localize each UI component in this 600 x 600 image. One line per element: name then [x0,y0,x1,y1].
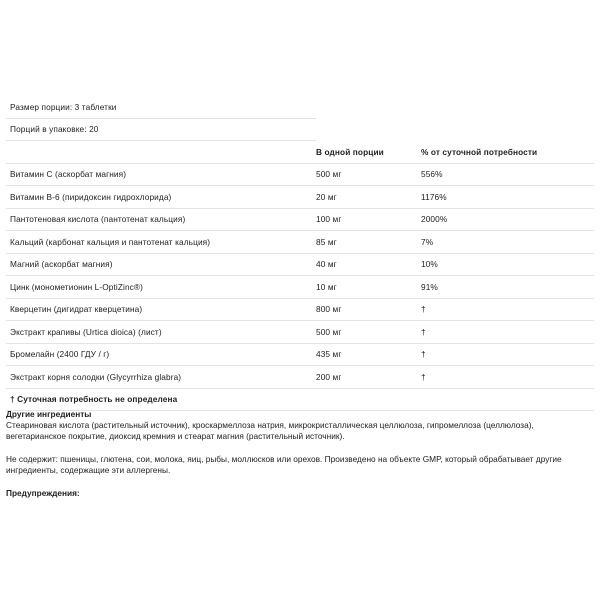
ingredient-daily-value: 2000% [421,214,448,225]
ingredient-daily-value: † [421,326,426,337]
ingredient-daily-value: 1176% [421,191,447,202]
ingredient-name: Экстракт крапивы (Urtica dioica) (лист) [10,326,162,337]
ingredient-amount: 40 мг [316,259,337,270]
ingredient-daily-value: † [421,304,426,315]
other-ingredients-section [6,409,594,442]
footnote: † Суточная потребность не определена [10,394,178,405]
ingredient-amount: 500 мг [316,326,342,337]
table-row [6,344,594,367]
ingredient-name: Витамин C (аскорбат магния) [10,169,127,180]
other-ingredients-text: Стеариновая кислота (растительный источник), кроскармеллоза натрия, микрокристаллическая целлюлоза, гипромеллоза (целлюлоза), вегетарианское покрытие, диоксид кремния и стеарат магния (растительный источник). [6,419,534,441]
ingredient-name: Экстракт корня солодки (Glycyrrhiza glabra) [10,371,182,382]
ingredient-name: Цинк (монометионин L-OptiZinc®) [10,281,144,292]
servings-per-container-row [6,119,316,142]
ingredient-daily-value: 7% [421,236,434,247]
table-row [6,276,594,299]
ingredient-name: Кверцетин (дигидрат кверцетина) [10,304,143,315]
serving-size: Размер порции: 3 таблетки [10,101,117,112]
header-amount: В одной порции [316,146,384,157]
ingredient-name: Витамин B-6 (пиридоксин гидрохлорида) [10,191,172,202]
servings-per-container: Порций в упаковке: 20 [10,124,99,135]
table-row [6,209,594,232]
footnote-row [6,389,594,412]
ingredient-amount: 10 мг [316,281,337,292]
ingredient-amount: 435 мг [316,349,342,360]
serving-size-row [6,96,316,119]
ingredient-daily-value: 91% [421,281,438,292]
table-row [6,321,594,344]
ingredient-daily-value: 10% [421,259,438,270]
allergen-section [6,454,594,476]
ingredient-amount: 85 мг [316,236,337,247]
table-row [6,366,594,389]
ingredient-amount: 500 мг [316,169,342,180]
ingredient-daily-value: † [421,349,426,360]
allergen-text: Не содержит: пшеницы, глютена, сои, молока, яиц, рыбы, моллюсков или орехов. Произведено на объекте GMP, который обрабатывает другие ингредиенты, содержащие эти аллергены. [6,454,562,475]
ingredient-name: Магний (аскорбат магния) [10,259,113,270]
ingredient-daily-value: 556% [421,169,443,180]
table-row [6,186,594,209]
table-row [6,254,594,277]
ingredient-amount: 100 мг [316,214,342,225]
header-daily-value: % от суточной потребности [421,146,538,157]
supplement-facts-table [6,96,594,411]
ingredient-name: Кальций (карбонат кальция и пантотенат кальция) [10,236,211,247]
table-row [6,231,594,254]
ingredient-amount: 800 мг [316,304,342,315]
ingredient-rows [6,164,594,389]
ingredient-amount: 200 мг [316,371,342,382]
ingredient-daily-value: † [421,371,426,382]
table-row [6,164,594,187]
ingredient-name: Пантотеновая кислота (пантотенат кальция) [10,214,186,225]
warnings-title: Предупреждения: [6,488,80,498]
table-row [6,299,594,322]
table-header-row [6,141,594,164]
other-ingredients-title: Другие ингредиенты [6,409,92,419]
ingredient-amount: 20 мг [316,191,337,202]
warnings-section [6,488,594,499]
ingredient-name: Бромелайн (2400 ГДУ / г) [10,349,110,360]
